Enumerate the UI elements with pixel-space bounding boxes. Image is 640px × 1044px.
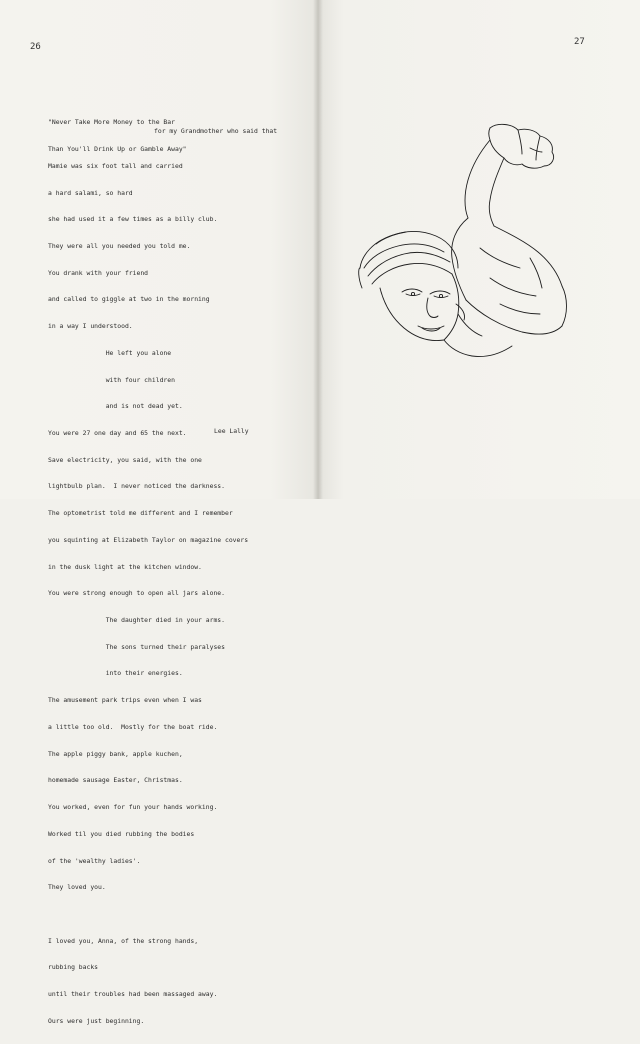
poem-line: The amusement park trips even when I was <box>48 696 202 705</box>
poem-line: she had used it a few times as a billy club. <box>48 215 218 224</box>
poem-line: until their troubles had been massaged away. <box>48 990 218 999</box>
poem-line: The apple piggy bank, apple kuchen, <box>48 749 183 758</box>
poem-line: lightbulb plan. I never noticed the darkness. <box>48 482 225 491</box>
poem-line: Worked til you died rubbing the bodies <box>48 829 195 838</box>
poem-line: you squinting at Elizabeth Taylor on magazine covers <box>48 535 249 544</box>
book-gutter <box>313 0 323 499</box>
poem-line: The optometrist told me different and I remember <box>48 509 233 518</box>
poem-line: They were all you needed you told me. <box>48 241 191 250</box>
poem-line: in the dusk light at the kitchen window. <box>48 562 202 571</box>
poem-author: Lee Lally <box>214 427 249 435</box>
poem-line: and is not dead yet. <box>48 402 183 411</box>
poem-line: You were 27 one day and 65 the next. <box>48 429 187 437</box>
poem-line: The daughter died in your arms. <box>48 616 225 625</box>
poem-line: Ours were just beginning. <box>48 1016 145 1025</box>
poem-line: a hard salami, so hard <box>48 188 133 197</box>
title-line: "Never Take More Money to the Bar <box>48 117 175 126</box>
poem-line: rubbing backs <box>48 963 99 972</box>
poem-body <box>48 144 248 1044</box>
title-line: Than You'll Drink Up or Gamble Away" <box>48 144 187 153</box>
poem-line: homemade sausage Easter, Christmas. <box>48 776 183 785</box>
poem-line: They loved you. <box>48 883 106 892</box>
poem-line: He left you alone <box>48 348 172 357</box>
poem-dedication: for my Grandmother who said that <box>154 127 278 135</box>
poem-line: a little too old. Mostly for the boat ride. <box>48 722 218 731</box>
poem-line: You were strong enough to open all jars alone. <box>48 589 225 598</box>
page-number-left: 26 <box>30 42 41 52</box>
poem-line: Mamie was six foot tall and carried <box>48 161 183 170</box>
poem-line: into their energies. <box>48 669 183 678</box>
poem-line: You worked, even for fun your hands working. <box>48 803 218 812</box>
poem-line: The sons turned their paralyses <box>48 642 225 651</box>
poem-line: Save electricity, you said, with the one <box>48 455 202 464</box>
poem-line: in a way I understood. <box>48 322 133 331</box>
poem-line: and called to giggle at two in the morning <box>48 295 210 304</box>
poem-line: with four children <box>48 375 175 384</box>
poem-line: You drank with your friend <box>48 268 149 277</box>
page-number-right: 27 <box>574 37 585 47</box>
poem-line <box>48 910 248 919</box>
poem-line: of the 'wealthy ladies'. <box>48 856 141 865</box>
reclining-woman-illustration <box>340 118 600 378</box>
poem-line: I loved you, Anna, of the strong hands, <box>48 936 199 945</box>
